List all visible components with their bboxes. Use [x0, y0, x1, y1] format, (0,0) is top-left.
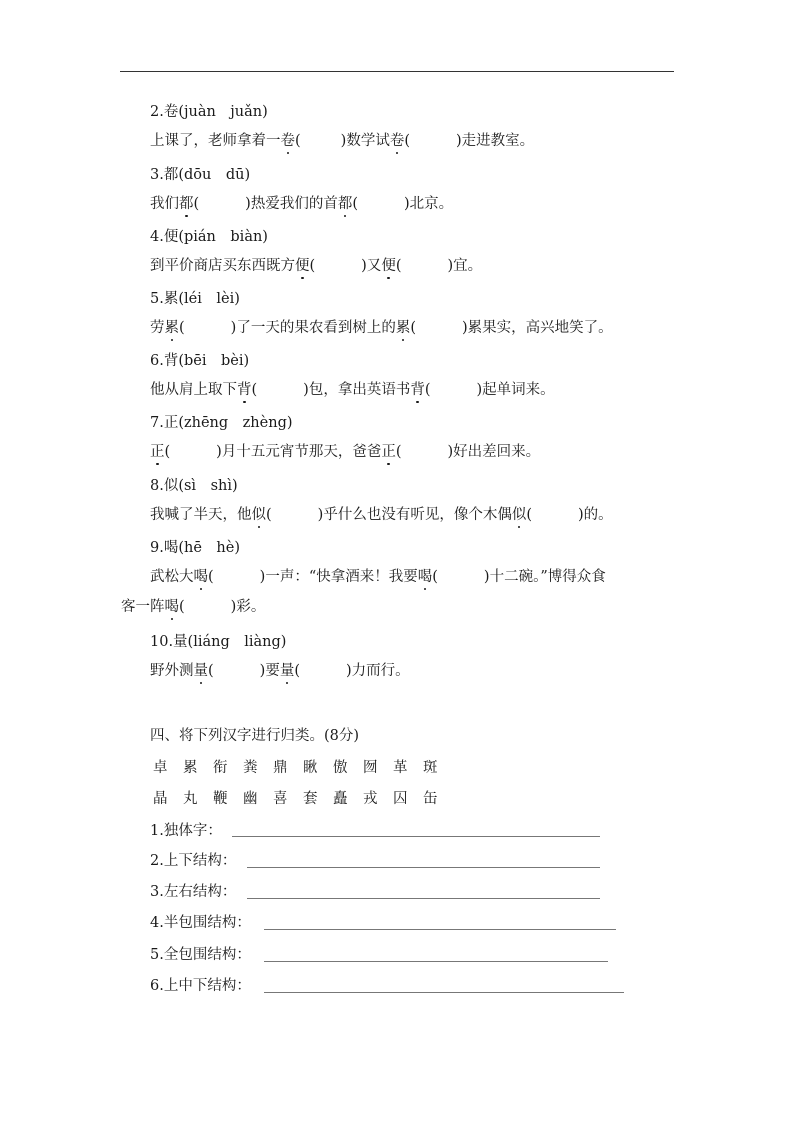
char: 斑: [423, 760, 438, 776]
item-2-char-b: 卷: [389, 133, 405, 149]
char: 晶: [153, 791, 168, 807]
item-3-question: 3.都(dōu dū): [150, 167, 251, 183]
item-9-sentence: 武松大喝( )一声：“快拿酒来！我要喝( )十二碗。”博得众食: [150, 569, 606, 585]
item-10-sentence: 野外测量( )要量( )力而行。: [150, 663, 410, 679]
item-4-question: 4.便(pián biàn): [150, 229, 268, 245]
category-answer-line-4[interactable]: [264, 929, 616, 930]
category-answer-line-3[interactable]: [247, 898, 600, 899]
item-9-char-c: 喝: [164, 599, 179, 615]
char: 傲: [333, 760, 348, 776]
item-5-char-b: 累: [395, 320, 411, 336]
item-2-question: 2.卷(juàn juǎn): [150, 104, 268, 120]
char: 幽: [243, 791, 258, 807]
item-4-char-a: 便: [295, 258, 310, 274]
char: 囫: [363, 760, 378, 776]
char: 套: [303, 791, 318, 807]
item-8-question: 8.似(sì shì): [150, 478, 238, 494]
char: 革: [393, 760, 408, 776]
section-4-title: 四、将下列汉字进行归类。(8分): [150, 728, 360, 744]
char-row-1: [153, 758, 453, 778]
char: 戎: [363, 791, 378, 807]
item-3-char-a: 都: [179, 196, 194, 212]
item-6-question: 6.背(bēi bèi): [150, 353, 250, 369]
header-rule: [120, 71, 674, 72]
item-6-sentence: 他从肩上取下背( )包，拿出英语书背( )起单词来。: [150, 382, 555, 398]
item-4-sentence: 到平价商店买东西既方便( )又便( )宜。: [150, 258, 483, 274]
item-4-char-b: 便: [381, 258, 396, 274]
item-7-sentence: 正( )月十五元宵节那天，爸爸正( )好出差回来。: [150, 444, 541, 460]
item-7-char-a: 正: [150, 444, 165, 460]
char: 缶: [423, 791, 438, 807]
item-3-sentence: 我们都( )热爱我们的首都( )北京。: [150, 196, 454, 212]
char: 衔: [213, 760, 228, 776]
category-answer-line-1[interactable]: [232, 836, 600, 837]
char: 丸: [183, 791, 198, 807]
char: 瞅: [303, 760, 318, 776]
char: 卓: [153, 760, 168, 776]
item-6-char-b: 背: [410, 382, 425, 398]
char: 粪: [243, 760, 258, 776]
category-answer-line-6[interactable]: [264, 992, 624, 993]
item-9-char-b: 喝: [417, 569, 433, 585]
item-9-question: 9.喝(hē hè): [150, 540, 240, 556]
item-10-question: 10.量(liáng liàng): [150, 634, 287, 650]
item-5-question: 5.累(léi lèi): [150, 291, 240, 307]
category-answer-line-5[interactable]: [264, 961, 608, 962]
category-label-1: 1.独体字：: [150, 823, 222, 839]
item-3-char-b: 都: [337, 196, 353, 212]
item-8-char-a: 似: [251, 507, 266, 523]
item-2-char-a: 卷: [280, 133, 295, 149]
item-7-question: 7.正(zhēng zhèng): [150, 415, 293, 431]
category-label-6: 6.上中下结构：: [150, 978, 251, 994]
item-7-char-b: 正: [381, 444, 396, 460]
char: 囚: [393, 791, 408, 807]
category-label-2: 2.上下结构：: [150, 853, 237, 869]
char: 矗: [333, 791, 348, 807]
category-label-4: 4.半包围结构：: [150, 915, 251, 931]
char: 鞭: [213, 791, 228, 807]
item-8-char-b: 似: [511, 507, 527, 523]
item-2-sentence: 上课了，老师拿着一卷( )数学试卷( )走进教室。: [150, 133, 535, 149]
item-8-sentence: 我喊了半天，他似( )乎什么也没有听见，像个木偶似( )的。: [150, 507, 613, 523]
char: 累: [183, 760, 198, 776]
item-5-sentence: 劳累( )了一天的果农看到树上的累( )累果实，高兴地笑了。: [150, 320, 613, 336]
char-row-2: [153, 789, 453, 809]
item-9-char-a: 喝: [193, 569, 208, 585]
char: 喜: [273, 791, 288, 807]
category-answer-line-2[interactable]: [247, 867, 600, 868]
item-6-char-a: 背: [237, 382, 252, 398]
category-label-5: 5.全包围结构：: [150, 947, 251, 963]
item-9-sentence-cont: 客一阵喝( )彩。: [121, 599, 266, 615]
item-5-char-a: 累: [164, 320, 179, 336]
char: 鼎: [273, 760, 288, 776]
item-10-char-b: 量: [279, 663, 295, 679]
item-10-char-a: 量: [193, 663, 208, 679]
category-label-3: 3.左右结构：: [150, 884, 237, 900]
